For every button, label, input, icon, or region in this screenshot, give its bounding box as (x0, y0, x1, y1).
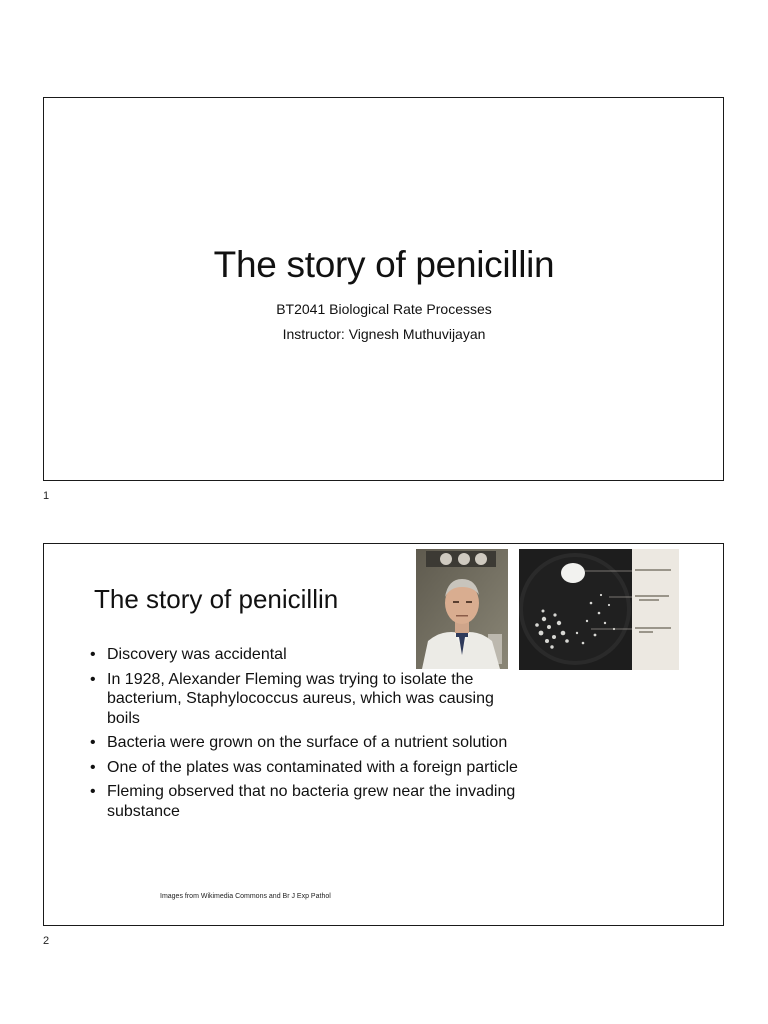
page-number-1: 1 (43, 490, 50, 502)
bullet-icon: • (90, 670, 96, 688)
bullet-text: Fleming observed that no bacteria grew near the invading substance (107, 783, 516, 820)
bullet-list (90, 645, 530, 826)
image-credit: Images from Wikimedia Commons and Br J Exp Pathol (160, 893, 331, 900)
bullet-text: Discovery was accidental (107, 646, 287, 663)
slide-2-title: The story of penicillin (94, 584, 339, 614)
bullet-icon: • (90, 734, 96, 751)
bullet-item (90, 670, 530, 729)
petri-dish-image (519, 549, 679, 670)
slide-1-title: The story of penicillin (213, 244, 555, 285)
fleming-portrait-image (416, 549, 508, 669)
slide-1-course: BT2041 Biological Rate Processes (276, 301, 492, 317)
bullet-text: Bacteria were grown on the surface of a nutrient solution (107, 734, 508, 751)
slide-1 (43, 97, 724, 481)
slide-1-instructor: Instructor: Vignesh Muthuvijayan (282, 326, 486, 342)
bullet-text: One of the plates was contaminated with a foreign particle (107, 758, 518, 776)
bullet-text: In 1928, Alexander Fleming was trying to isolate the bacterium, Staphylococcus aureus, which was causing boils (107, 670, 494, 727)
bullet-icon: • (90, 783, 96, 800)
bullet-icon: • (90, 646, 96, 663)
bullet-item (90, 758, 530, 778)
bullet-item (90, 733, 530, 753)
page-number-2: 2 (43, 935, 50, 947)
bullet-icon: • (90, 758, 96, 776)
bullet-item (90, 782, 530, 821)
